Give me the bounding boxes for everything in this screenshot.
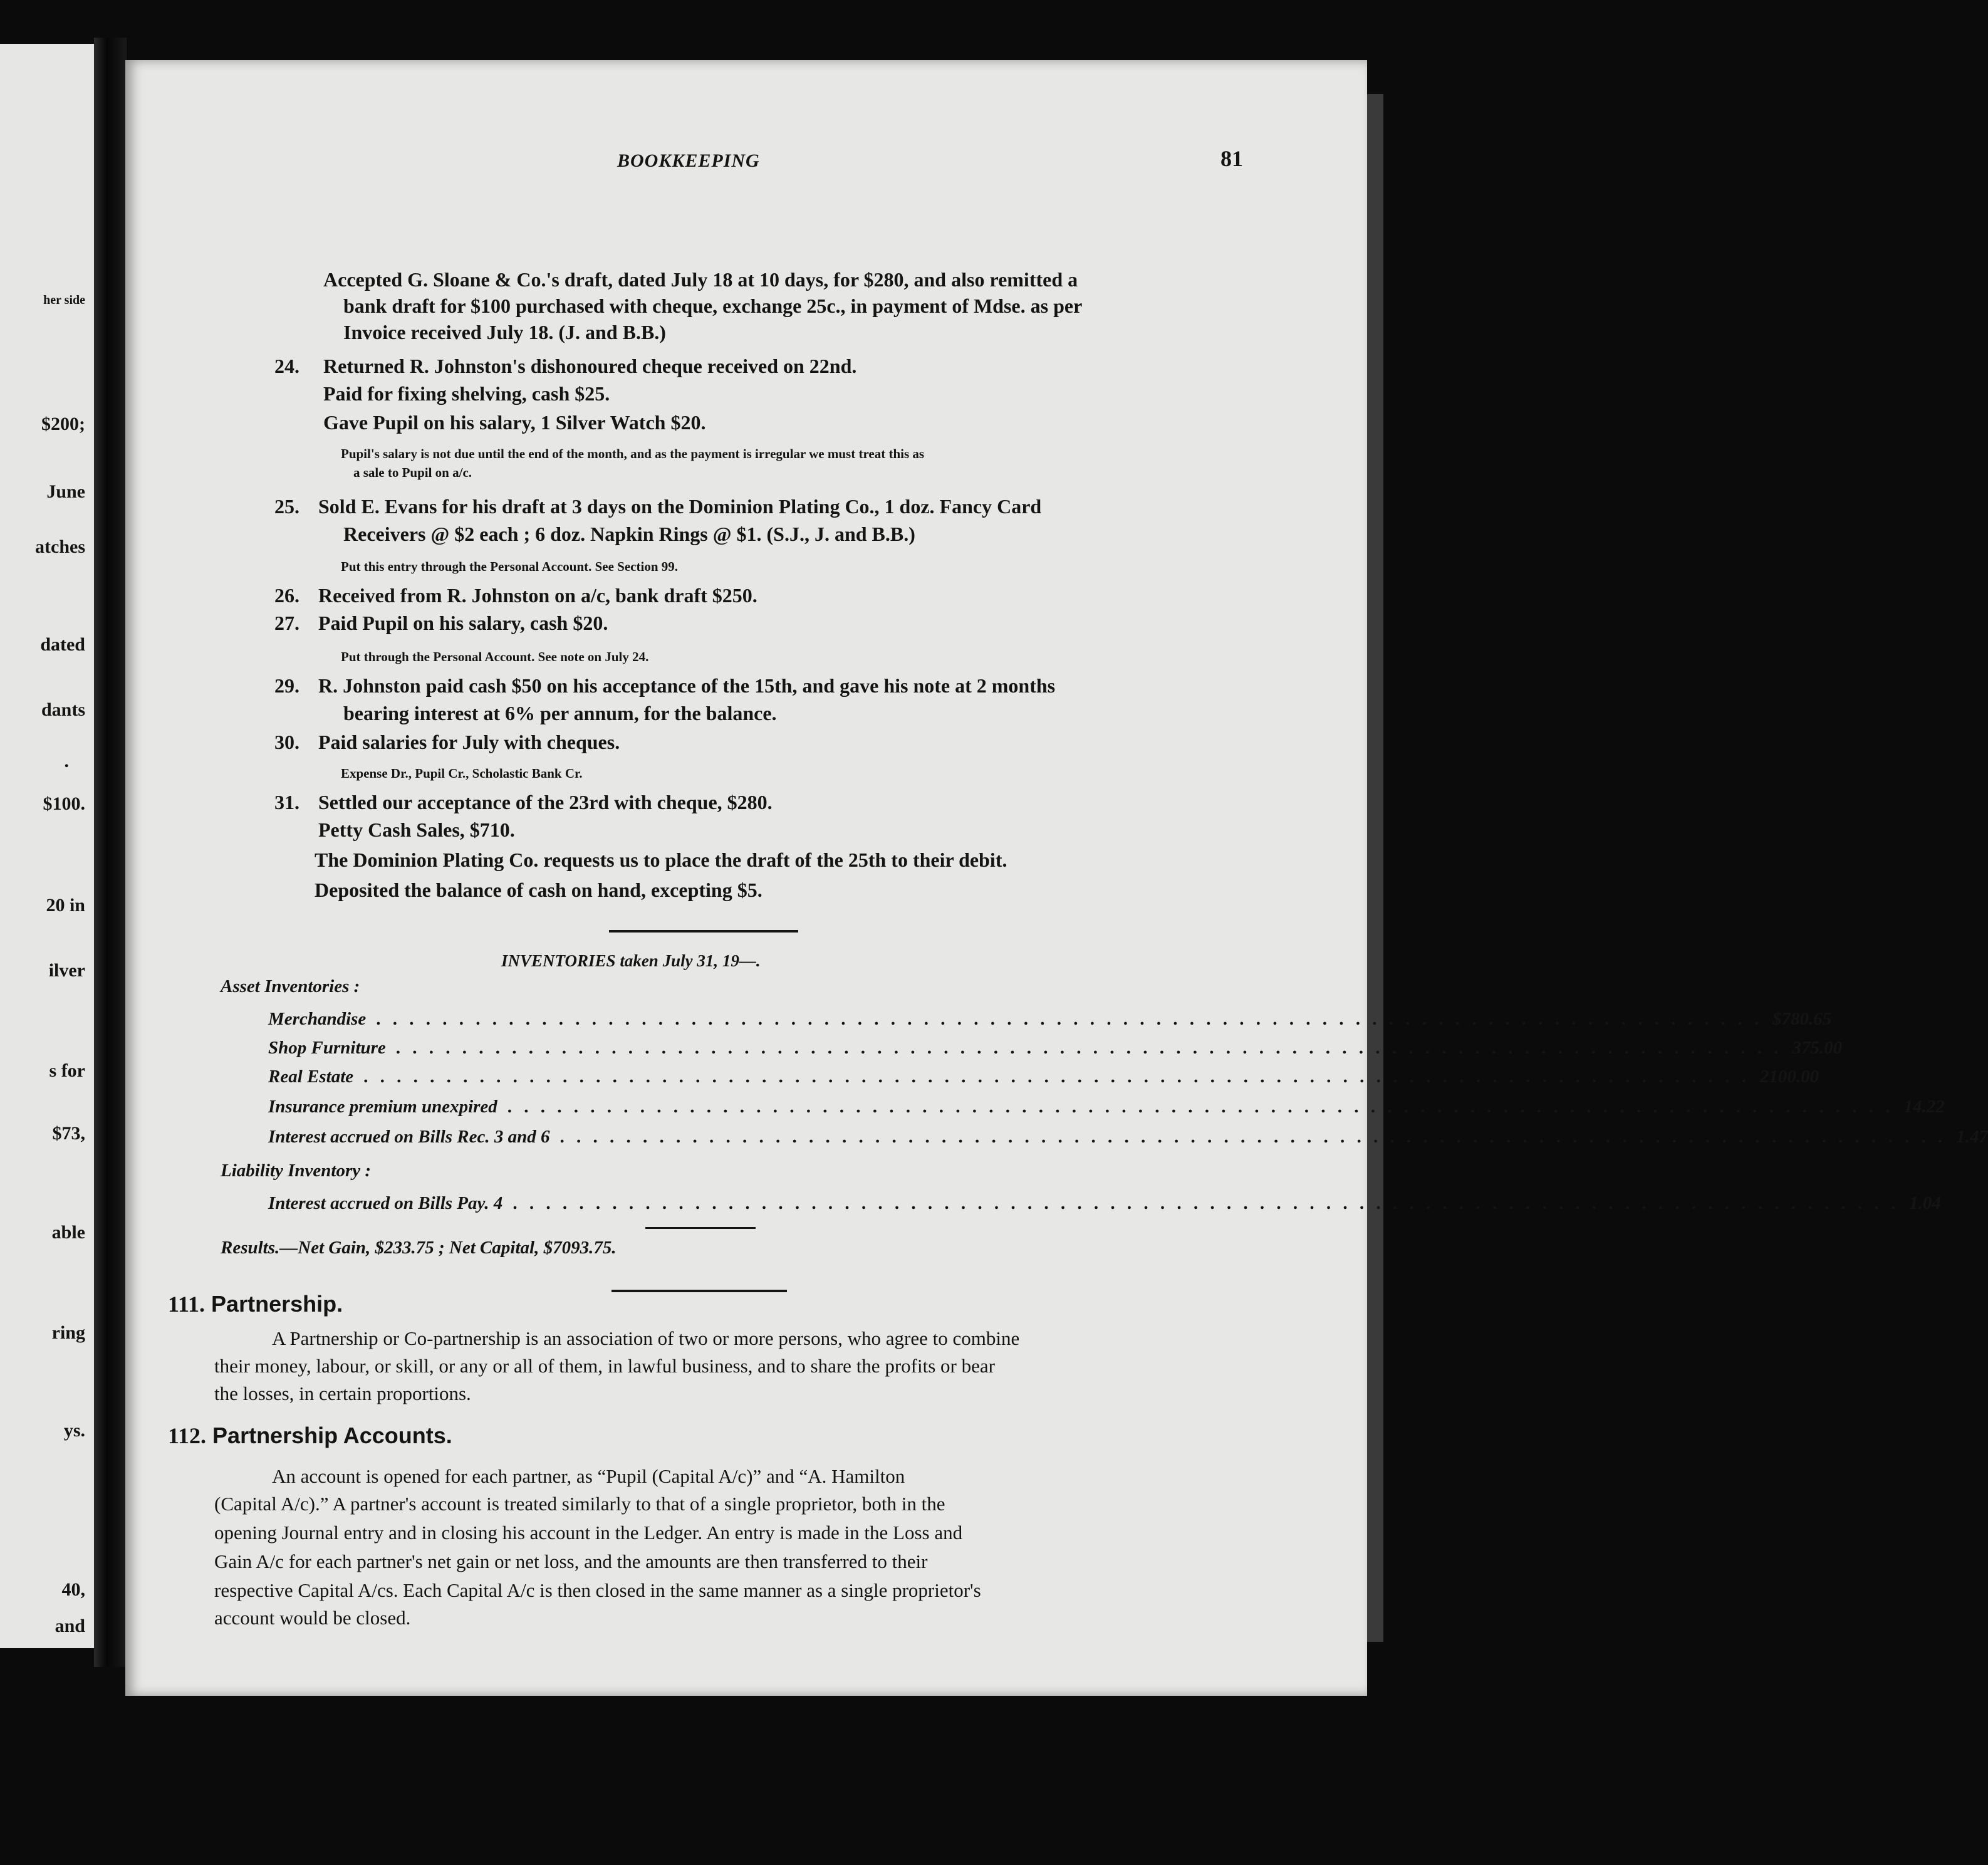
entry-day: 25. [274,495,299,518]
paragraph-line: Gain A/c for each partner's net gain or net loss, and the amounts are then transferred to their [214,1550,928,1572]
margin-fragment: dants [41,699,85,720]
entry-line: Sold E. Evans for his draft at 3 days on the Dominion Plating Co., 1 doz. Fancy Card [318,495,1042,518]
section-number: 111. [168,1292,206,1317]
margin-fragment: her side [43,293,85,307]
entry-line: Settled our acceptance of the 23rd with cheque, $280. [318,791,773,813]
entry-line: Received from R. Johnston on a/c, bank draft $250. [318,584,757,607]
leader-dots: . . . . . . . . . . . . . . . . . . . . . . . . . . . . . . . . . . . . . . . . . . . . . . . . . . . . . . . . . . . . . . . . . . . . . . . . . . . . . . . . . . . . [559,1127,1947,1147]
inventory-amount: 14.22 [1903,1097,1945,1117]
inventory-label: Merchandise [268,1009,367,1029]
inventory-row [268,1038,1843,1063]
margin-fragment: $100. [43,793,85,814]
section-title: Partnership. [211,1291,343,1317]
leader-dots: . . . . . . . . . . . . . . . . . . . . . . . . . . . . . . . . . . . . . . . . . . . . . . . . . . . . . . . . . . . . . . . . . . . . . . . . . . . . . . . . . . . . [513,1193,1900,1213]
divider-rule [609,930,798,932]
entry-note: Expense Dr., Pupil Cr., Scholastic Bank Cr. [341,766,583,781]
paragraph-line: their money, labour, or skill, or any or all of them, in lawful business, and to share the profits or bear [214,1355,995,1377]
entry-line: Deposited the balance of cash on hand, excepting $5. [315,879,762,901]
entry-note: Put this entry through the Personal Account. See Section 99. [341,559,679,574]
asset-inventories-heading: Asset Inventories : [221,976,360,996]
inventory-amount: $780.65 [1772,1009,1832,1029]
margin-fragment: 40, [61,1579,85,1600]
entry-day: 27. [274,612,299,634]
inventory-label: Insurance premium unexpired [268,1097,497,1117]
inventory-label: Real Estate [268,1067,354,1087]
inventory-results: Results.—Net Gain, $233.75 ; Net Capital, $7093.75. [221,1238,617,1258]
inventories-title: INVENTORIES taken July 31, 19—. [501,951,761,970]
margin-fragment: ys. [63,1420,85,1441]
entry-line: bearing interest at 6% per annum, for the balance. [343,702,777,724]
paragraph-line: An account is opened for each partner, as “Pupil (Capital A/c)” and “A. Hamilton [272,1465,905,1487]
inventory-label: Interest accrued on Bills Rec. 3 and 6 [268,1127,550,1147]
running-header: BOOKKEEPING [617,150,760,171]
margin-fragment: . [64,751,69,771]
entry-note: Put through the Personal Account. See note on July 24. [341,649,649,664]
entry-day: 29. [274,674,299,697]
entry-line: Paid Pupil on his salary, cash $20. [318,612,608,634]
liability-inventory-heading: Liability Inventory : [221,1161,372,1181]
inventory-amount: 375.00 [1792,1038,1843,1058]
margin-fragment: atches [35,536,85,557]
paragraph-line: (Capital A/c).” A partner's account is treated similarly to that of a single proprietor, both in the [214,1493,945,1515]
margin-fragment: and [55,1616,85,1636]
entry-day: 31. [274,791,299,813]
subtotal-rule [645,1227,756,1229]
entry-note: a sale to Pupil on a/c. [353,465,472,480]
entry-day: 24. [274,355,299,377]
inventory-label: Shop Furniture [268,1038,386,1058]
entry-line: Paid for fixing shelving, cash $25. [323,382,610,405]
section-title: Partnership Accounts. [212,1423,452,1448]
leader-dots: . . . . . . . . . . . . . . . . . . . . . . . . . . . . . . . . . . . . . . . . . . . . . . . . . . . . . . . . . . . . . . . . . . . . . . . . . . . . . . . . . . . . [376,1009,1763,1029]
margin-fragment: ring [51,1322,85,1343]
paragraph-line: the losses, in certain proportions. [214,1382,471,1404]
inventory-row [268,1067,1819,1092]
paragraph-line: respective Capital A/cs. Each Capital A/c is then closed in the same manner as a single proprietor's [214,1579,981,1601]
entry-line: bank draft for $100 purchased with cheque, exchange 25c., in payment of Mdse. as per [343,295,1083,317]
inventory-amount: 2100.00 [1759,1067,1819,1087]
paragraph-line: account would be closed. [214,1607,411,1629]
inventory-label: Interest accrued on Bills Pay. 4 [268,1193,503,1213]
leader-dots: . . . . . . . . . . . . . . . . . . . . . . . . . . . . . . . . . . . . . . . . . . . . . . . . . . . . . . . . . . . . . . . . . . . . . . . . . . . . . . . . . . . . [363,1067,1750,1087]
entry-line: Accepted G. Sloane & Co.'s draft, dated July 18 at 10 days, for $280, and also remitted a [323,268,1078,291]
entry-day: 26. [274,584,299,607]
margin-fragment: able [51,1222,85,1243]
entry-line: Gave Pupil on his salary, 1 Silver Watch $20. [323,411,706,434]
inventory-row [268,1127,1988,1152]
inventory-row [268,1193,1941,1218]
book-spine [94,38,127,1667]
inventory-row [268,1097,1945,1122]
inventory-row [268,1009,1832,1034]
entry-line: Invoice received July 18. (J. and B.B.) [343,321,666,343]
entry-day: 30. [274,731,299,753]
section-number: 112. [168,1423,207,1448]
margin-fragment: dated [40,634,85,655]
margin-fragment: 20 in [46,895,85,916]
margin-fragment: $200; [41,414,85,434]
margin-fragment: June [46,481,85,502]
entry-line: The Dominion Plating Co. requests us to place the draft of the 25th to their debit. [315,849,1007,871]
margin-fragment: s for [49,1060,85,1081]
paragraph-line: opening Journal entry and in closing his account in the Ledger. An entry is made in the Loss and [214,1522,963,1544]
section-heading [168,1423,452,1449]
margin-fragment: ilver [48,960,85,981]
entry-line: Paid salaries for July with cheques. [318,731,620,753]
paragraph-line: A Partnership or Co-partnership is an association of two or more persons, who agree to combine [272,1327,1020,1349]
entry-line: Returned R. Johnston's dishonoured cheque received on 22nd. [323,355,857,377]
leader-dots: . . . . . . . . . . . . . . . . . . . . . . . . . . . . . . . . . . . . . . . . . . . . . . . . . . . . . . . . . . . . . . . . . . . . . . . . . . . . . . . . . . . . [507,1097,1894,1117]
margin-fragment: $73, [52,1123,85,1144]
inventory-amount: 1.04 [1909,1193,1941,1213]
leader-dots: . . . . . . . . . . . . . . . . . . . . . . . . . . . . . . . . . . . . . . . . . . . . . . . . . . . . . . . . . . . . . . . . . . . . . . . . . . . . . . . . . . . . [395,1038,1782,1058]
divider-rule [611,1290,787,1292]
entry-line: Petty Cash Sales, $710. [318,818,515,841]
inventory-amount: 1.47 [1956,1127,1988,1147]
page-edge-shadow [1367,94,1383,1642]
entry-note: Pupil's salary is not due until the end of the month, and as the payment is irregular we must treat this as [341,446,925,461]
entry-line: Receivers @ $2 each ; 6 doz. Napkin Rings @ $1. (S.J., J. and B.B.) [343,523,915,545]
page-number: 81 [1220,146,1243,171]
facing-page-fragment [0,44,94,1648]
entry-line: R. Johnston paid cash $50 on his acceptance of the 15th, and gave his note at 2 months [318,674,1056,697]
section-heading [168,1291,343,1317]
